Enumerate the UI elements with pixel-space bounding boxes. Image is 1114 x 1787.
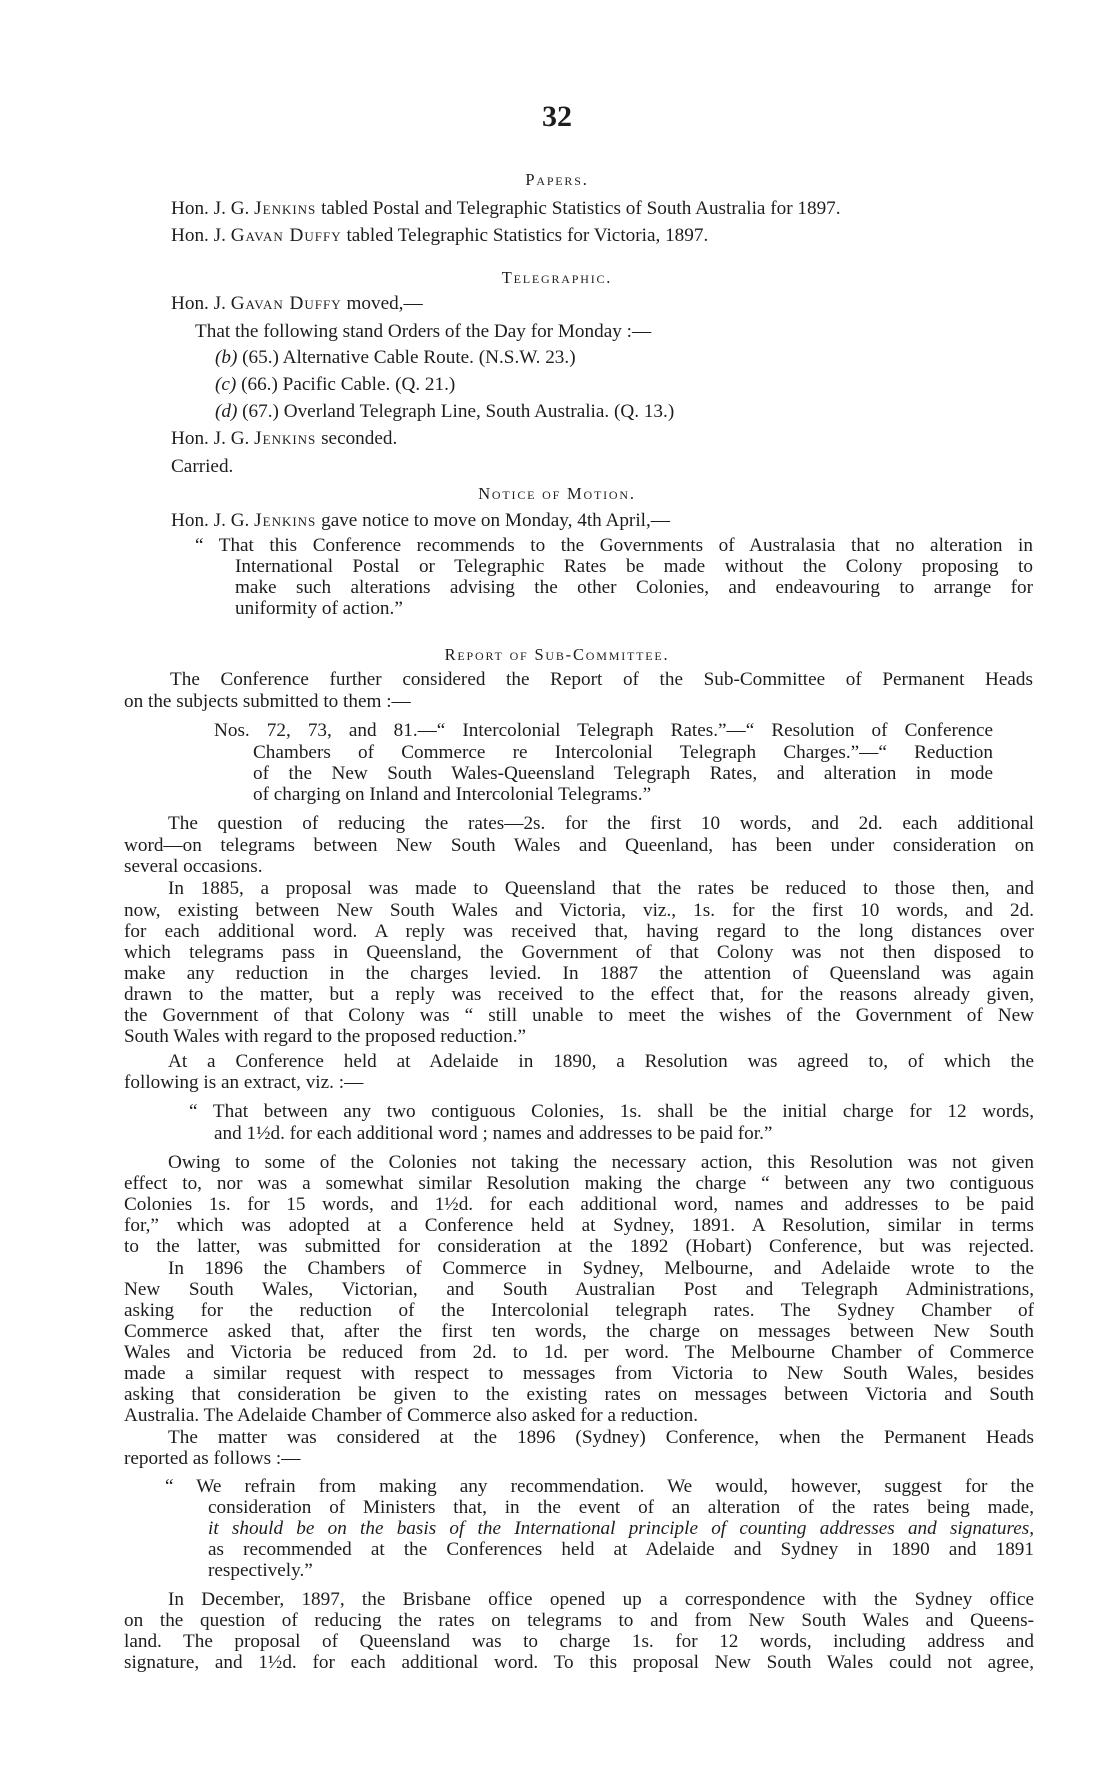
para2-line: which telegrams pass in Queensland, the Government of that Colony was not then disposed to	[124, 942, 1034, 963]
para6-line: The matter was considered at the 1896 (Sydney) Conference, when the Permanent Heads	[168, 1427, 1034, 1448]
para2-line: now, existing between New South Wales and Victoria, viz., 1s. for the first 10 words, and 2d.	[124, 900, 1034, 921]
para5-line: made a similar request with respect to messages from Victoria to New South Wales, besides	[124, 1363, 1034, 1384]
telegraphic-intro: That the following stand Orders of the Day for Monday :—	[195, 321, 652, 342]
para2-line: drawn to the matter, but a reply was received to the effect that, for the reasons already given,	[124, 984, 1034, 1005]
para5-line: In 1896 the Chambers of Commerce in Sydney, Melbourne, and Adelaide wrote to the	[168, 1258, 1034, 1279]
nos-line: Chambers of Commerce re Intercolonial Telegraph Charges.”—“ Reduction	[253, 742, 993, 763]
notice-quote-line: make such alterations advising the other Colonies, and endeavouring to arrange for	[235, 577, 1033, 598]
para1-line: word—on telegrams between New South Wales and Queenland, has been under consideration on	[124, 835, 1034, 856]
telegraphic-seconder: Hon. J. G. Jenkins seconded.	[171, 428, 398, 449]
para4-line: effect to, nor was a somewhat similar Resolution making the charge “ between any two contiguous	[124, 1173, 1034, 1194]
page-number: 32	[542, 100, 572, 133]
para4-line: Colonies 1s. for 15 words, and 1½d. for each additional word, names and addresses to be paid	[124, 1194, 1034, 1215]
para2-line: make any reduction in the charges levied. In 1887 the attention of Queensland was again	[124, 963, 1034, 984]
para6-line: reported as follows :—	[124, 1448, 301, 1469]
order-item: (b) (65.) Alternative Cable Route. (N.S.W. 23.)	[215, 347, 576, 368]
para4-line: to the latter, was submitted for consideration at the 1892 (Hobart) Conference, but was rejected.	[124, 1236, 1034, 1257]
para1-line: The question of reducing the rates—2s. for the first 10 words, and 2d. each additional	[168, 813, 1034, 834]
para5-line: asking that consideration be given to the existing rates on messages between Victoria and South	[124, 1384, 1034, 1405]
order-item: (d) (67.) Overland Telegraph Line, South Australia. (Q. 13.)	[215, 401, 675, 422]
notice-mover: Hon. J. G. Jenkins gave notice to move on Monday, 4th April,—	[171, 510, 670, 531]
para4-line: for,” which was adopted at a Conference held at Sydney, 1891. A Resolution, similar in terms	[124, 1215, 1034, 1236]
para5-line: asking for the reduction of the Intercolonial telegraph rates. The Sydney Chamber of	[124, 1300, 1034, 1321]
quote2-line: and 1½d. for each additional word ; names and addresses to be paid for.”	[214, 1123, 773, 1144]
para2-line: for each additional word. A reply was received that, having regard to the long distances over	[124, 921, 1034, 942]
quote3-line: it should be on the basis of the International principle of counting addresses and signatures,	[208, 1518, 1034, 1539]
quote3-line: consideration of Ministers that, in the event of an alteration of the rates being made,	[208, 1497, 1034, 1518]
para3-line: At a Conference held at Adelaide in 1890, a Resolution was agreed to, of which the	[168, 1051, 1034, 1072]
quote3-line: as recommended at the Conferences held at Adelaide and Sydney in 1890 and 1891	[208, 1539, 1034, 1560]
papers-heading: Papers.	[525, 170, 589, 189]
para5-line: Wales and Victoria be reduced from 2d. to 1d. per word. The Melbourne Chamber of Commerce	[124, 1342, 1034, 1363]
order-item: (c) (66.) Pacific Cable. (Q. 21.)	[215, 374, 456, 395]
nos-line: Nos. 72, 73, and 81.—“ Intercolonial Telegraph Rates.”—“ Resolution of Conference	[214, 720, 993, 741]
para4-line: Owing to some of the Colonies not taking the necessary action, this Resolution was not given	[168, 1152, 1034, 1173]
carried-text: Carried.	[171, 456, 234, 477]
quote3-line: respectively.”	[208, 1560, 313, 1581]
para5-line: New South Wales, Victorian, and South Australian Post and Telegraph Administrations,	[124, 1279, 1034, 1300]
para2-line: the Government of that Colony was “ still unable to meet the wishes of the Government of New	[124, 1005, 1034, 1026]
report-intro-line: The Conference further considered the Report of the Sub-Committee of Permanent Heads	[170, 669, 1033, 690]
notice-quote-line: uniformity of action.”	[235, 598, 403, 619]
quote2-line: “ That between any two contiguous Colonies, 1s. shall be the initial charge for 12 words,	[189, 1101, 1034, 1122]
notice-quote-line: “ That this Conference recommends to the Governments of Australasia that no alteration in	[195, 535, 1033, 556]
telegraphic-mover: Hon. J. Gavan Duffy moved,—	[171, 293, 423, 314]
papers-item-1: Hon. J. G. Jenkins tabled Postal and Telegraphic Statistics of South Australia for 1897.	[171, 198, 841, 219]
quote3-line: “ We refrain from making any recommendation. We would, however, suggest for the	[165, 1476, 1034, 1497]
nos-line: of charging on Inland and Intercolonial Telegrams.”	[253, 784, 652, 805]
nos-line: of the New South Wales-Queensland Telegraph Rates, and alteration in mode	[253, 763, 993, 784]
para3-line: following is an extract, viz. :—	[124, 1072, 364, 1093]
report-heading: Report of Sub-Committee.	[444, 645, 670, 664]
para2-line: South Wales with regard to the proposed reduction.”	[124, 1026, 527, 1047]
para7-line: In December, 1897, the Brisbane office opened up a correspondence with the Sydney office	[168, 1589, 1034, 1610]
para7-line: signature, and 1½d. for each additional word. To this proposal New South Wales could not agree,	[124, 1652, 1034, 1673]
notice-quote-line: International Postal or Telegraphic Rates be made without the Colony proposing to	[235, 556, 1033, 577]
notice-heading: Notice of Motion.	[478, 484, 636, 503]
para1-line: several occasions.	[124, 856, 263, 877]
para7-line: land. The proposal of Queensland was to charge 1s. for 12 words, including address and	[124, 1631, 1034, 1652]
papers-item-2: Hon. J. Gavan Duffy tabled Telegraphic Statistics for Victoria, 1897.	[171, 225, 709, 246]
para2-line: In 1885, a proposal was made to Queensland that the rates be reduced to those then, and	[168, 878, 1034, 899]
report-intro-line: on the subjects submitted to them :—	[124, 691, 411, 712]
telegraphic-heading: Telegraphic.	[501, 268, 613, 287]
para7-line: on the question of reducing the rates on telegrams to and from New South Wales and Queens-	[124, 1610, 1034, 1631]
para5-line: Australia. The Adelaide Chamber of Commerce also asked for a reduction.	[124, 1405, 699, 1426]
para5-line: Commerce asked that, after the first ten words, the charge on messages between New South	[124, 1321, 1034, 1342]
